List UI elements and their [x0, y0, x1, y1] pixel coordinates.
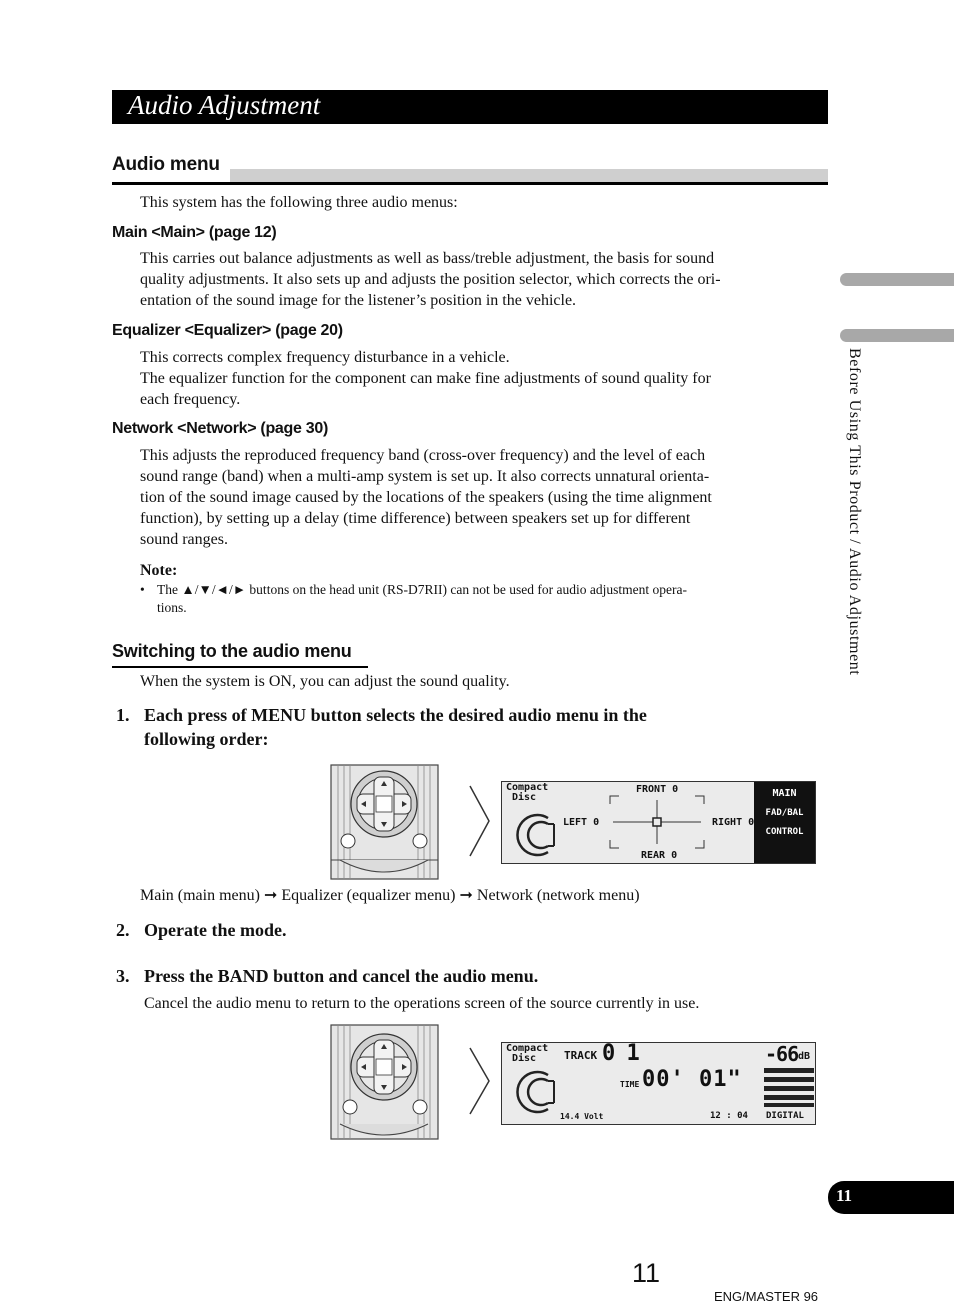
menu-order-caption: Main (main menu) ➞ Equalizer (equalizer menu) ➞ Network (network menu) — [140, 887, 640, 904]
text-line: Each press of MENU button selects the desired audio menu in the — [144, 705, 647, 725]
text-line: This adjusts the reproduced frequency band (cross-over frequency) and the level of each — [140, 447, 706, 464]
network-menu-heading: Network <Network> (page 30) — [112, 420, 328, 437]
text-line: sound range (band) when a multi-amp system is set up. It also corrects unnatural orienta- — [140, 468, 710, 485]
text-line: function), by setting up a delay (time difference) between speakers set up for different — [140, 510, 691, 527]
lcd-display-source — [501, 1042, 816, 1125]
lcd-brand-bottom: Disc — [512, 792, 537, 803]
main-menu-description — [140, 248, 800, 311]
page-number: 11 — [632, 1258, 661, 1288]
text-line: This corrects complex frequency disturbance in a vehicle. — [140, 349, 510, 366]
lcd-front: FRONT 0 — [636, 784, 679, 795]
side-tab-marker — [840, 273, 954, 286]
lcd-clock: 12 : 04 — [710, 1111, 748, 1121]
arrow-icon — [468, 1046, 492, 1116]
note-bullet: • — [140, 582, 145, 597]
lcd-rear: REAR 0 — [641, 850, 678, 861]
text-line: entation of the sound image for the listener’s position in the vehicle. — [140, 292, 577, 309]
arrow-icon — [468, 784, 492, 858]
lcd-track-label: TRACK — [564, 1049, 598, 1062]
text-line: This carries out balance adjustments as well as bass/treble adjustment, the basis for sound — [140, 250, 715, 267]
step-3-description: Cancel the audio menu to return to the operations screen of the source currently in use. — [144, 995, 700, 1012]
balance-grid — [607, 794, 707, 850]
lcd-left: LEFT 0 — [563, 817, 600, 828]
lcd-brand-top: Compact — [506, 782, 549, 793]
text-line: The equalizer function for the component can make fine adjustments of sound quality for — [140, 370, 711, 387]
page-title: Audio Adjustment — [128, 90, 321, 120]
side-tab-marker — [840, 329, 954, 342]
footer-code: ENG/MASTER 96 — [714, 1289, 819, 1304]
page-tab-number: 11 — [836, 1186, 853, 1205]
step-number: 3. — [116, 966, 130, 986]
lcd-time-value: 00' 01" — [642, 1067, 742, 1092]
lcd-track-value: 0 1 — [602, 1041, 639, 1066]
step-1 — [116, 703, 756, 751]
text-line: The ▲/▼/◄/► buttons on the head unit (RS-D7RII) can not be used for audio adjustment opera- — [157, 582, 687, 597]
network-menu-description — [140, 445, 800, 550]
equalizer-menu-description — [140, 347, 800, 410]
lcd-mode: DIGITAL — [766, 1111, 804, 1121]
step-number: 1. — [116, 705, 130, 725]
main-menu-heading: Main <Main> (page 12) — [112, 224, 277, 241]
step-2 — [116, 918, 756, 942]
step-3 — [116, 964, 756, 988]
step-text: Operate the mode. — [144, 920, 287, 940]
lcd-menu-line: MAIN — [772, 788, 797, 799]
text-line: tion of the sound image caused by the locations of the speakers (using the time alignment — [140, 489, 712, 506]
disc-icon — [508, 812, 560, 858]
text-line: quality adjustments. It also sets up and adjusts the position selector, which corrects the ori- — [140, 271, 721, 288]
section-intro: This system has the following three audio menus: — [140, 194, 458, 211]
note-text — [140, 581, 790, 617]
switching-intro: When the system is ON, you can adjust the sound quality. — [140, 673, 510, 690]
lcd-brand-bottom: Disc — [512, 1053, 537, 1064]
lcd-voltage: 14.4 Volt — [560, 1112, 604, 1121]
step-number: 2. — [116, 920, 130, 940]
lcd-volume-unit: dB — [798, 1051, 811, 1062]
lcd-brand-top: Compact — [506, 1043, 549, 1054]
text-line: following order: — [144, 729, 269, 749]
lcd-menu-line: FAD/BAL — [765, 808, 804, 818]
switching-heading: Switching to the audio menu — [112, 641, 352, 661]
lcd-time-label: TIME — [620, 1080, 640, 1089]
text-line: sound ranges. — [140, 531, 228, 548]
equalizer-menu-heading: Equalizer <Equalizer> (page 20) — [112, 322, 343, 339]
note-label: Note: — [140, 562, 178, 579]
lcd-right: RIGHT 0 — [712, 817, 755, 828]
text-line: each frequency. — [140, 391, 241, 408]
lcd-volume: -66 — [765, 1042, 799, 1066]
lcd-display-main-menu — [501, 781, 816, 864]
remote-control-illustration — [330, 764, 440, 880]
switching-heading-underline — [112, 666, 368, 668]
level-meter — [764, 1068, 814, 1108]
side-section-label: Before Using This Product / Audio Adjustment — [846, 348, 863, 676]
section-heading: Audio menu — [112, 154, 220, 175]
step-text: Press the BAND button and cancel the audio menu. — [144, 966, 539, 986]
lcd-menu-panel — [754, 782, 815, 863]
disc-icon — [508, 1069, 560, 1115]
text-line: tions. — [157, 600, 187, 615]
lcd-menu-line: CONTROL — [765, 827, 804, 837]
section-heading-rule — [112, 182, 828, 185]
section-heading-bar — [230, 169, 828, 182]
remote-control-illustration — [330, 1024, 440, 1140]
